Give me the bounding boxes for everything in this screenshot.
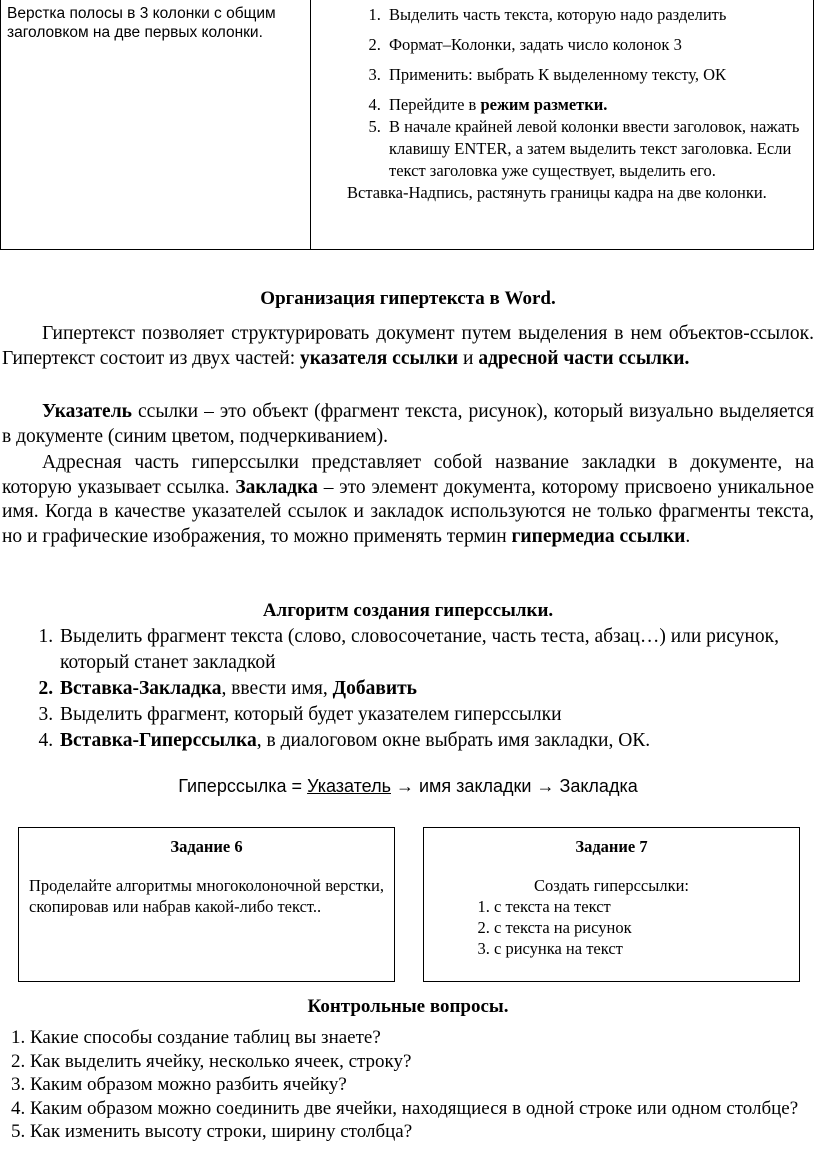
list-item: 3. Применить: выбрать К выделенному тексту, ОК <box>385 64 805 86</box>
list-item: 3. Выделить фрагмент, который будет указателем гиперссылки <box>58 702 816 728</box>
task-6-title: Задание 6 <box>170 837 243 856</box>
table-right-cell <box>311 0 813 249</box>
layout-steps-list <box>347 4 805 182</box>
table-left-cell <box>1 0 311 249</box>
list-item: 1. Выделить фрагмент текста (слово, словосочетание, часть теста, абзац…) или рисунок, который станет закладкой <box>58 624 816 676</box>
task-6-box <box>18 827 395 982</box>
list-item: 1. Выделить часть текста, которую надо разделить <box>385 4 805 26</box>
task-7-list <box>434 896 789 959</box>
list-item: 1. с текста на текст <box>494 896 789 917</box>
list-item: 2. Как выделить ячейку, несколько ячеек, строку? <box>30 1050 816 1074</box>
list-item: 4. Каким образом можно соединить две ячейки, находящиеся в одной строке или одном столбце? <box>30 1097 816 1121</box>
list-item: 4. Вставка-Гиперссылка, в диалоговом окне выбрать имя закладки, ОК. <box>58 728 816 754</box>
section-title-hypertext: Организация гипертекста в Word. <box>260 288 556 309</box>
paragraph-hypertext-intro: Гипертекст позволяет структурировать документ путем выделения в нем объектов-ссылок. Гипертекст состоит из двух частей: указателя ссылки и адресной части ссылки. <box>2 323 814 369</box>
questions-list <box>0 1026 816 1144</box>
list-item: 3. Каким образом можно разбить ячейку? <box>30 1073 816 1097</box>
table-left-text: Верстка полосы в 3 колонки с общим заголовком на две первых колонки. <box>7 5 276 41</box>
paragraph-pointer: Указатель ссылки – это объект (фрагмент текста, рисунок), который визуально выделяется в документе (синим цветом, подчеркиванием). <box>2 401 814 447</box>
hyperlink-formula: Гиперссылка = Указатель → имя закладки → Закладка <box>178 776 638 796</box>
list-item: 2. Формат–Колонки, задать число колонок 3 <box>385 34 805 56</box>
list-item: 1. Какие способы создание таблиц вы знаете? <box>30 1026 816 1050</box>
list-item: 5. В начале крайней левой колонки ввести заголовок, нажать клавишу ENTER, а затем выделить текст заголовка. Если текст заголовка уже существует, выделить его. <box>385 116 805 182</box>
list-item: 4. Перейдите в режим разметки. <box>385 94 805 116</box>
table-tail-text: Вставка-Надпись, растянуть границы кадра на две колонки. <box>347 183 767 202</box>
section-title-questions: Контрольные вопросы. <box>307 996 509 1017</box>
task-7-title: Задание 7 <box>575 837 648 856</box>
list-item: 3. с рисунка на текст <box>494 938 789 959</box>
task-6-text: Проделайте алгоритмы многоколоночной верстки, скопировав или набрав какой-либо текст.. <box>29 876 384 916</box>
layout-table <box>0 0 814 250</box>
paragraph-address: Адресная часть гиперссылки представляет собой название закладки в документе, на которую указывает ссылка. Закладка – это элемент документа, которому присвоено уникальное имя. Когда в качестве указателей ссылок и закладок используются не только фрагменты текста, но и графические изображения, то можно применять термин гипермедиа ссылки. <box>2 452 814 547</box>
list-item: 2. с текста на рисунок <box>494 917 789 938</box>
algorithm-list <box>0 624 816 754</box>
task-7-box <box>423 827 800 982</box>
section-title-algorithm: Алгоритм создания гиперссылки. <box>262 600 554 621</box>
list-item: 5. Как изменить высоту строки, ширину столбца? <box>30 1120 816 1144</box>
list-item: 2. Вставка-Закладка, ввести имя, Добавить <box>58 676 816 702</box>
task-7-text: Создать гиперссылки: <box>533 876 690 895</box>
